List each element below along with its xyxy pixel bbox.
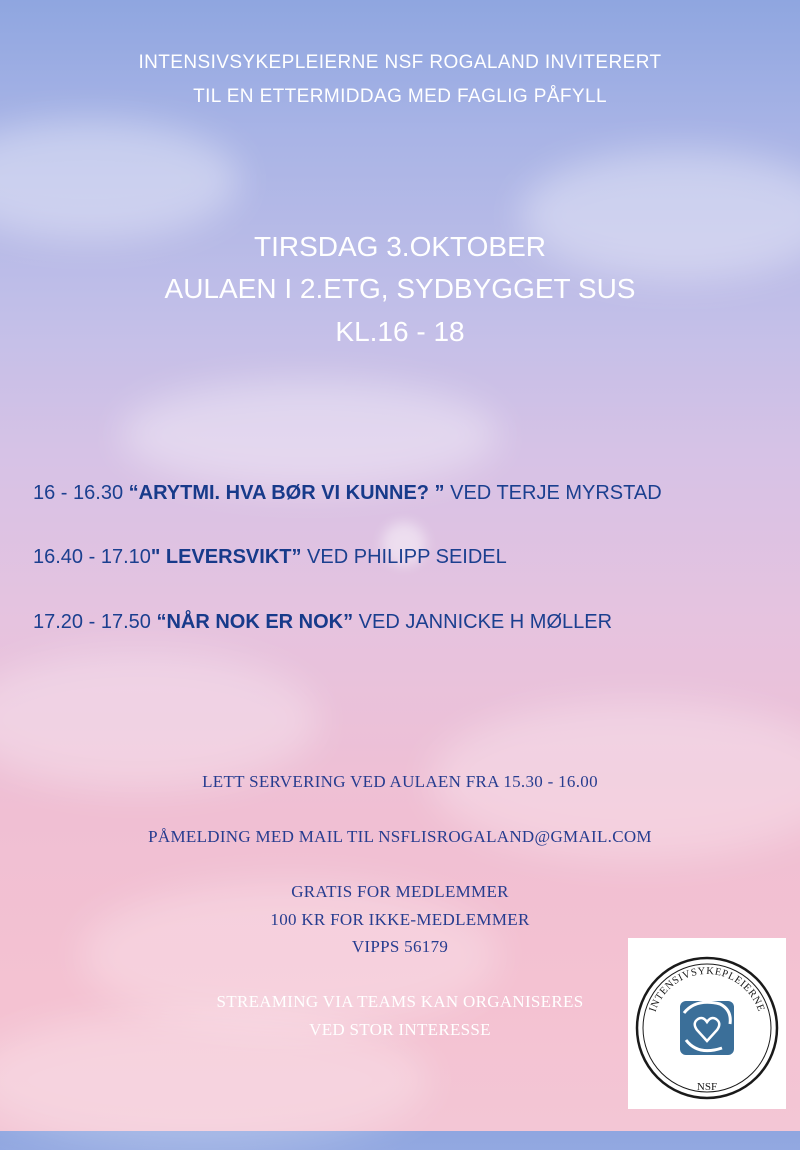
program-title: “ARYTMI. HVA BØR VI KUNNE? ” — [128, 482, 445, 504]
price-members: GRATIS FOR MEDLEMMER — [291, 882, 509, 901]
program-time: 17.20 - 17.50 — [33, 611, 157, 633]
event-time: KL.16 - 18 — [335, 316, 465, 347]
heart-swirl-icon — [680, 1001, 734, 1055]
logo-bottom-text: NSF — [696, 1081, 718, 1093]
program-title: “NÅR NOK ER NOK” — [156, 611, 354, 633]
header-line-2: TIL EN ETTERMIDDAG MED FAGLIG PÅFYLL — [193, 86, 607, 107]
program-speaker: VED PHILIPP SEIDEL — [301, 546, 507, 568]
program-speaker: VED TERJE MYRSTAD — [444, 482, 662, 504]
program-item — [33, 482, 662, 505]
program-time: 16.40 - 17.10 — [33, 546, 151, 568]
serving-info: LETT SERVERING VED AULAEN FRA 15.30 - 16.00 — [202, 772, 598, 791]
program-item — [33, 611, 612, 634]
program-time: 16 - 16.30 — [33, 482, 129, 504]
streaming-info-line-1: STREAMING VIA TEAMS KAN ORGANISERES — [216, 992, 584, 1011]
event-date: TIRSDAG 3.OKTOBER — [254, 231, 546, 262]
header-line-1: INTENSIVSYKEPLEIERNE NSF ROGALAND INVITERERT — [138, 52, 662, 73]
logo-graphic — [628, 938, 786, 1109]
streaming-info-line-2: VED STOR INTERESSE — [309, 1020, 491, 1039]
vipps-number: VIPPS 56179 — [351, 937, 449, 956]
program-speaker: VED JANNICKE H MØLLER — [353, 611, 613, 633]
event-place: AULAEN I 2.ETG, SYDBYGGET SUS — [164, 273, 636, 304]
price-nonmembers: 100 KR FOR IKKE-MEDLEMMER — [270, 910, 530, 929]
signup-info: PÅMELDING MED MAIL TIL NSFLISROGALAND@GMAIL.COM — [148, 827, 652, 846]
logo-arc-text: INTENSIVSYKEPLEIERNE — [647, 965, 767, 1014]
program-item — [33, 546, 507, 569]
nsf-logo — [628, 938, 786, 1109]
program-title: " LEVERSVIKT” — [150, 546, 302, 568]
